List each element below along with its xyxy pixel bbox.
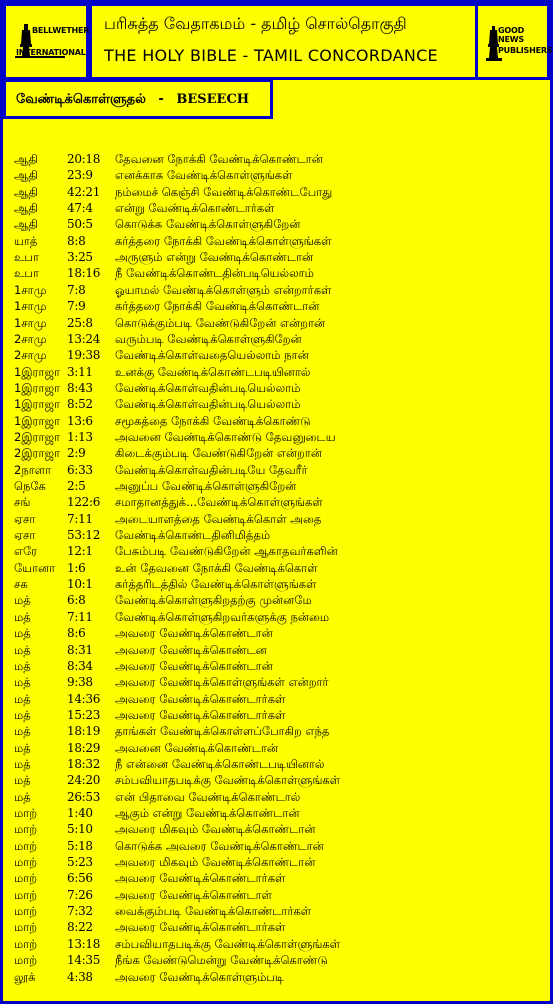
list-item (3, 265, 550, 281)
entry-text: கொடுக்க வேண்டிக்கொள்ளுகிறேன் (115, 217, 301, 232)
list-item (3, 789, 550, 805)
list-item (3, 331, 550, 347)
left-logo-line-2: INTERNATIONAL (16, 48, 86, 57)
entry-reference: 8:8 (67, 233, 86, 248)
entry-text: என் பிதாவை வேண்டிக்கொண்டால் (115, 789, 301, 804)
entry-text: அவரை மிகவும் வேண்டிக்கொண்டான் (115, 855, 316, 870)
list-item (3, 903, 550, 919)
list-item (3, 200, 550, 216)
entry-text: வேண்டிக்கொள்வதின்படியே தேவரீர் (115, 462, 308, 477)
entry-reference: 8:22 (67, 920, 93, 935)
entry-book: மத் (14, 789, 31, 804)
list-item (3, 511, 550, 527)
entry-text: அவரை வேண்டிக்கொண்டார்கள் (115, 871, 286, 886)
bellwether-logo-box (3, 3, 89, 80)
entry-reference: 20:18 (67, 152, 101, 166)
entry-text: கர்த்தரை நோக்கி வேண்டிக்கொள்ளுங்கள் (115, 233, 332, 248)
entry-text: வேண்டிக்கொள்வதையெல்லாம் நான் (115, 348, 309, 363)
entry-book: மாற் (14, 904, 38, 919)
list-item (3, 854, 550, 870)
entry-text: ஆகும் என்று வேண்டிக்கொண்டான் (115, 806, 300, 820)
entry-reference: 5:10 (67, 822, 93, 837)
entry-book: ஏசா (14, 528, 36, 543)
list-item (3, 625, 550, 641)
entry-book: மத் (14, 724, 31, 739)
entry-book: 1இராஜா (14, 397, 61, 412)
entry-text: அனுப்ப வேண்டிக்கொள்ளுகிறேன் (115, 479, 297, 493)
entry-reference: 14:35 (67, 953, 101, 968)
entry-book: மத் (14, 707, 31, 722)
page-frame (3, 3, 553, 1001)
topic-english: BESEECH (176, 92, 250, 107)
entry-book: மத் (14, 593, 31, 608)
entry-book: சங் (14, 495, 31, 510)
entry-reference: 7:26 (67, 887, 93, 902)
entry-reference: 13:18 (67, 936, 101, 951)
entry-book: 1இராஜா (14, 364, 61, 379)
entry-reference: 15:23 (67, 707, 101, 722)
entry-text: அவனை வேண்டிக்கொண்டான் (115, 740, 279, 755)
entry-reference: 50:5 (67, 217, 93, 232)
right-logo-line-1: GOOD NEWS (498, 26, 525, 44)
entry-text: வரும்படி வேண்டிக்கொள்ளுகிறேன் (115, 331, 302, 346)
list-item (3, 707, 550, 723)
list-item (3, 494, 550, 510)
entry-text: அவரை வேண்டிக்கொண்டான் (115, 626, 273, 641)
entry-book: மாற் (14, 822, 38, 837)
entry-reference: 10:1 (67, 577, 93, 592)
entry-book: ஆதி (14, 152, 38, 166)
entry-reference: 8:34 (67, 658, 93, 673)
entry-book: மத் (14, 642, 31, 657)
entry-book: 2இராஜா (14, 429, 61, 444)
entry-text: வேண்டிக்கொள்ளுகிறவர்களுக்கு நன்மை (115, 609, 330, 624)
list-item (3, 543, 550, 559)
entry-reference: 26:53 (67, 789, 101, 804)
topic-box (3, 79, 273, 119)
list-item (3, 870, 550, 886)
entry-book: மத் (14, 773, 31, 788)
list-item (3, 674, 550, 690)
list-item (3, 560, 550, 576)
list-item (3, 658, 550, 674)
entry-text: அவரை வேண்டிக்கொண்டன (115, 642, 267, 657)
entry-text: வேண்டிக்கொண்டதினிமித்தம் (115, 528, 271, 543)
entry-text: ஓயாமல் வேண்டிக்கொள்ளும் என்றார்கள் (115, 282, 332, 297)
entry-book: மாற் (14, 838, 38, 853)
entry-text: உன் தேவனை நோக்கி வேண்டிக்கொள் (115, 560, 318, 575)
entry-reference: 8:52 (67, 397, 93, 412)
entry-reference: 7:32 (67, 904, 93, 919)
list-item (3, 691, 550, 707)
entry-book: எரே (14, 544, 38, 559)
list-item (3, 151, 550, 167)
list-item (3, 445, 550, 461)
entry-reference: 1:13 (67, 429, 93, 444)
list-item (3, 184, 550, 200)
entry-reference: 14:36 (67, 691, 101, 706)
entry-text: நம்மைச் கெஞ்சி வேண்டிக்கொண்டபோது (115, 184, 333, 199)
list-item (3, 952, 550, 968)
entry-text: நீங்க வேண்டுமென்று வேண்டிக்கொண்டு (115, 953, 328, 968)
entry-text: எனக்காக வேண்டிக்கொள்ளுங்கள் (115, 168, 293, 183)
entry-text: நீ என்னை வேண்டிக்கொண்டபடியினால் (115, 756, 325, 771)
list-item (3, 249, 550, 265)
list-item (3, 592, 550, 608)
right-logo-line-2: PUBLISHERS (498, 46, 553, 55)
list-item (3, 527, 550, 543)
entry-text: அவரை வேண்டிக்கொண்டான் (115, 658, 273, 673)
topic-tamil: வேண்டிக்கொள்ளுதல் (16, 92, 146, 107)
entry-book: 1இராஜா (14, 380, 61, 395)
list-item (3, 396, 550, 412)
entry-book: 1சாமு (14, 282, 47, 297)
entry-book: ஆதி (14, 168, 38, 183)
entry-reference: 12:1 (67, 544, 93, 559)
entry-book: யாத் (14, 233, 38, 248)
list-item (3, 969, 550, 985)
list-item (3, 233, 550, 249)
entry-reference: 7:11 (67, 609, 93, 624)
entry-book: 1சாமு (14, 315, 47, 330)
entry-reference: 8:43 (67, 380, 93, 395)
entry-reference: 19:38 (67, 348, 101, 363)
entry-reference: 47:4 (67, 201, 93, 216)
list-item (3, 772, 550, 788)
entry-book: மாற் (14, 936, 38, 951)
entry-reference: 6:8 (67, 593, 86, 608)
entry-text: வேண்டிக்கொள்வதின்படியெல்லாம் (115, 397, 301, 412)
entry-reference: 1:6 (67, 560, 86, 575)
entry-book: ஆதி (14, 184, 38, 199)
entry-text: அவரை மிகவும் வேண்டிக்கொண்டான் (115, 822, 316, 837)
entry-book: மத் (14, 675, 31, 690)
entry-text: நீ வேண்டிக்கொண்டதின்படியெல்லாம் (115, 266, 314, 281)
entry-book: 2சாமு (14, 348, 47, 363)
entry-book: ஆதி (14, 217, 38, 232)
list-item (3, 936, 550, 952)
entry-text: கர்த்தரிடத்தில் வேண்டிக்கொள்ளுங்கள் (115, 577, 317, 592)
entry-reference: 18:16 (67, 266, 101, 281)
entry-text: அடையாளத்தை வேண்டிக்கொள் அதை (115, 511, 322, 526)
list-item (3, 429, 550, 445)
entry-book: ஆதி (14, 201, 38, 216)
title-tamil: பரிசுத்த வேதாகமம் - தமிழ் சொல்தொகுதி (104, 14, 407, 33)
entry-text: அருளும் என்று வேண்டிக்கொண்டான் (115, 250, 314, 265)
entry-text: தேவனை நோக்கி வேண்டிக்கொண்டான் (115, 152, 323, 166)
title-english: THE HOLY BIBLE - TAMIL CONCORDANCE (104, 46, 438, 65)
entry-book: 2நாளா (14, 462, 52, 477)
entry-text: தாங்கள் வேண்டிக்கொள்ளப்போகிற எந்த (115, 724, 330, 739)
entry-text: சம்பவியாதபடிக்கு வேண்டிக்கொள்ளுங்கள் (115, 936, 341, 951)
entry-book: மத் (14, 740, 31, 755)
list-item (3, 919, 550, 935)
list-item (3, 478, 550, 494)
entry-reference: 1:40 (67, 806, 93, 820)
topic-separator: - (158, 92, 164, 107)
entry-book: உபா (14, 250, 39, 265)
list-item (3, 609, 550, 625)
entry-reference: 24:20 (67, 773, 101, 788)
entry-text: சமூகத்தை நோக்கி வேண்டிக்கொண்டு (115, 413, 311, 428)
entry-book: மத் (14, 626, 31, 641)
list-item (3, 216, 550, 232)
entry-text: அவரை வேண்டிக்கொள்ளுங்கள் என்றார் (115, 675, 329, 690)
entry-reference: 8:6 (67, 626, 86, 641)
entry-reference: 2:9 (67, 446, 86, 461)
list-item (3, 167, 550, 183)
list-item (3, 838, 550, 854)
entry-text: அவரை வேண்டிக்கொள்ளும்படி (115, 969, 285, 984)
entry-reference: 122:6 (67, 495, 101, 510)
entry-reference: 2:5 (67, 479, 86, 493)
list-item (3, 887, 550, 903)
entry-text: அவரை வேண்டிக்கொண்டாள் (115, 887, 273, 902)
entry-book: 1இராஜா (14, 413, 61, 428)
entry-reference: 7:9 (67, 299, 86, 314)
entry-book: மத் (14, 658, 31, 673)
entry-book: யோனா (14, 560, 56, 575)
topic-heading (16, 92, 249, 108)
entry-text: என்று வேண்டிக்கொண்டார்கள் (115, 201, 275, 216)
entry-text: சம்பவியாதபடிக்கு வேண்டிக்கொள்ளுங்கள் (115, 773, 341, 788)
entry-book: சக (14, 577, 28, 592)
entry-book: ஏசா (14, 511, 36, 526)
entry-text: அவரை வேண்டிக்கொண்டார்கள் (115, 691, 286, 706)
entry-text: அவரை வேண்டிக்கொண்டார்கள் (115, 920, 286, 935)
entry-book: உபா (14, 266, 39, 281)
list-item (3, 740, 550, 756)
entry-text: கொடுக்க அவரை வேண்டிக்கொண்டான் (115, 838, 324, 853)
entry-book: மாற் (14, 871, 38, 886)
entry-text: பேசும்படி வேண்டுகிறேன் ஆகாதவர்களின் (115, 544, 338, 559)
entry-book: மாற் (14, 953, 38, 968)
entry-reference: 5:18 (67, 838, 93, 853)
entry-reference: 6:56 (67, 871, 93, 886)
entry-reference: 42:21 (67, 184, 101, 199)
entry-book: மாற் (14, 920, 38, 935)
list-item (3, 462, 550, 478)
entry-reference: 3:25 (67, 250, 93, 265)
left-logo-line-1: BELLWETHER (32, 26, 90, 35)
entry-reference: 18:32 (67, 756, 101, 771)
list-item (3, 347, 550, 363)
entry-book: மத் (14, 756, 31, 771)
entry-text: அவனை வேண்டிக்கொண்டு தேவனுடைய (115, 429, 336, 444)
entry-text: வேண்டிக்கொள்ளுகிறதற்கு முன்னமே (115, 593, 312, 608)
entry-book: 2சாமு (14, 331, 47, 346)
entry-reference: 4:38 (67, 969, 93, 984)
entry-reference: 53:12 (67, 528, 101, 543)
entry-book: 2இராஜா (14, 446, 61, 461)
entry-reference: 7:11 (67, 511, 93, 526)
entry-text: கர்த்தரை நோக்கி வேண்டிக்கொண்டான் (115, 299, 320, 314)
entry-reference: 13:6 (67, 413, 93, 428)
entry-book: மத் (14, 609, 31, 624)
entry-book: மாற் (14, 855, 38, 870)
list-item (3, 364, 550, 380)
entry-reference: 6:33 (67, 462, 93, 477)
list-item (3, 380, 550, 396)
entry-text: சமாதானத்துக்...வேண்டிக்கொள்ளுங்கள் (115, 495, 323, 510)
list-item (3, 723, 550, 739)
list-item (3, 282, 550, 298)
entry-reference: 18:19 (67, 724, 101, 739)
entry-reference: 18:29 (67, 740, 101, 755)
good-news-logo-box (475, 3, 553, 80)
entry-book: மாற் (14, 806, 38, 820)
entry-book: மத் (14, 691, 31, 706)
list-item (3, 642, 550, 658)
entry-reference: 25:8 (67, 315, 93, 330)
entry-reference: 9:38 (67, 675, 93, 690)
entry-reference: 3:11 (67, 364, 93, 379)
entry-text: அவரை வேண்டிக்கொண்டார்கள் (115, 707, 286, 722)
list-item (3, 413, 550, 429)
entry-book: லூக் (14, 969, 36, 984)
entry-text: கிடைக்கும்படி வேண்டுகிறேன் என்றான் (115, 446, 322, 461)
entry-text: உனக்கு வேண்டிக்கொண்டபடியினால் (115, 364, 311, 379)
entry-text: வேண்டிக்கொள்வதின்படியெல்லாம் (115, 380, 301, 395)
entry-book: நெகே (14, 479, 46, 493)
list-item (3, 576, 550, 592)
entry-reference: 23:9 (67, 168, 93, 183)
entry-text: வைக்கும்படி வேண்டிக்கொண்டார்கள் (115, 904, 312, 919)
entry-reference: 13:24 (67, 331, 101, 346)
entry-reference: 5:23 (67, 855, 93, 870)
list-item (3, 298, 550, 314)
entry-reference: 8:31 (67, 642, 93, 657)
title-box (89, 3, 478, 80)
entry-book: மாற் (14, 887, 38, 902)
list-item (3, 756, 550, 772)
entry-text: கொடுக்கும்படி வேண்டுகிறேன் என்றான் (115, 315, 326, 330)
list-item (3, 315, 550, 331)
entry-book: 1சாமு (14, 299, 47, 314)
entry-reference: 7:8 (67, 282, 86, 297)
list-item (3, 805, 550, 821)
list-item (3, 821, 550, 837)
